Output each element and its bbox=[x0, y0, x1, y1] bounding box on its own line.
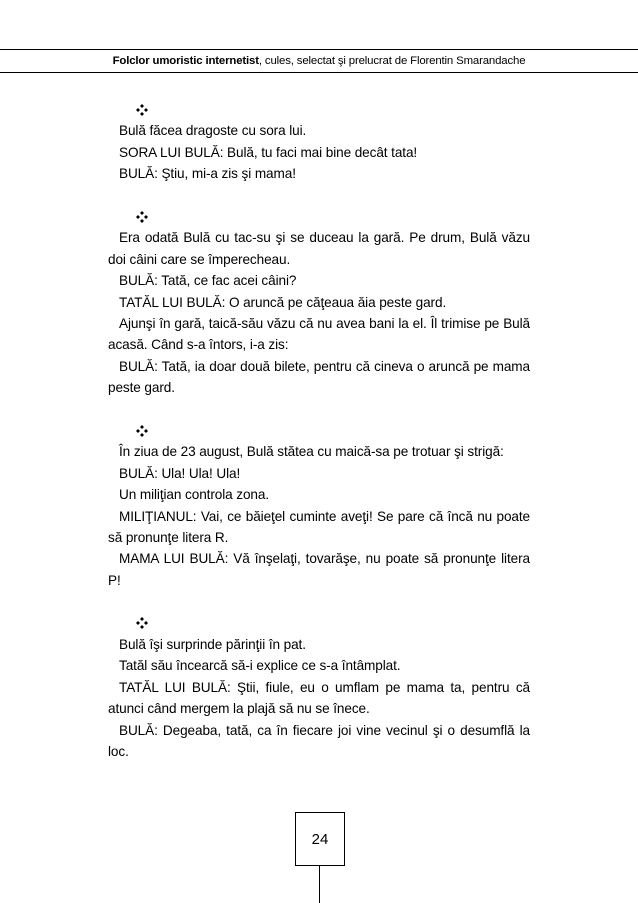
joke-section bbox=[108, 206, 530, 399]
paragraph: În ziua de 23 august, Bulă stătea cu maică-sa pe trotuar şi strigă: bbox=[119, 444, 504, 460]
running-header bbox=[0, 55, 638, 67]
paragraph: BULĂ: Tată, ce fac acei câini? bbox=[119, 273, 297, 289]
paragraph: MAMA LUI BULĂ: Vă înşelaţi, tovarăşe, nu poate să pronunţe litera P! bbox=[108, 551, 530, 588]
paragraph: Bulă făcea dragoste cu sora lui. bbox=[119, 123, 307, 139]
joke-section bbox=[108, 613, 530, 763]
page-body bbox=[108, 99, 530, 762]
paragraph: Bulă îşi surprinde părinţii în pat. bbox=[119, 637, 306, 653]
page-number: 24 bbox=[311, 830, 329, 848]
page-number-box bbox=[295, 812, 345, 866]
paragraph: Un miliţian controla zona. bbox=[119, 487, 270, 503]
paragraph: BULĂ: Ula! Ula! Ula! bbox=[119, 465, 241, 481]
paragraph: TATĂL LUI BULĂ: Ştii, fiule, eu o umflam pe mama ta, pentru că atunci când mergem la plajă să nu se înece. bbox=[108, 679, 530, 717]
joke-section bbox=[108, 99, 530, 185]
header-title-rest: , cules, selectat şi prelucrat de Florentin Smarandache bbox=[258, 55, 526, 67]
joke-section bbox=[108, 420, 530, 591]
header-bottom-rule bbox=[0, 72, 638, 73]
paragraph: BULĂ: Tată, ia doar două bilete, pentru că cineva o aruncă pe mama peste gard. bbox=[108, 358, 530, 396]
four-diamond-bullet-icon bbox=[108, 420, 530, 441]
paragraph: MILIŢIANUL: Vai, ce băieţel cuminte aveţi! Se pare că încă nu poate să pronunţe litera R. bbox=[108, 508, 530, 546]
header-title-bold: Folclor umoristic internetist bbox=[112, 55, 259, 67]
four-diamond-bullet-icon bbox=[108, 613, 530, 634]
paragraph: Era odată Bulă cu tac-su şi se duceau la gară. Pe drum, Bulă văzu doi câini care se împerecheau. bbox=[108, 230, 530, 267]
four-diamond-bullet-icon bbox=[108, 99, 530, 120]
paragraph: BULĂ: Degeaba, tată, ca în fiecare joi vine vecinul şi o desumflă la loc. bbox=[108, 722, 530, 760]
page-number-stem bbox=[319, 866, 320, 903]
paragraph: Tatăl său încearcă să-i explice ce s-a întâmplat. bbox=[119, 658, 401, 674]
paragraph: Ajunşi în gară, taică-său văzu că nu avea bani la el. Îl trimise pe Bulă acasă. Când s-a întors, i-a zis: bbox=[108, 316, 530, 353]
paragraph: SORA LUI BULĂ: Bulă, tu faci mai bine decât tata! bbox=[119, 144, 418, 160]
four-diamond-bullet-icon bbox=[108, 206, 530, 227]
paragraph: BULĂ: Ştiu, mi-a zis şi mama! bbox=[119, 166, 296, 182]
header-top-rule bbox=[0, 49, 638, 50]
paragraph: TATĂL LUI BULĂ: O aruncă pe căţeaua ăia peste gard. bbox=[119, 294, 447, 310]
